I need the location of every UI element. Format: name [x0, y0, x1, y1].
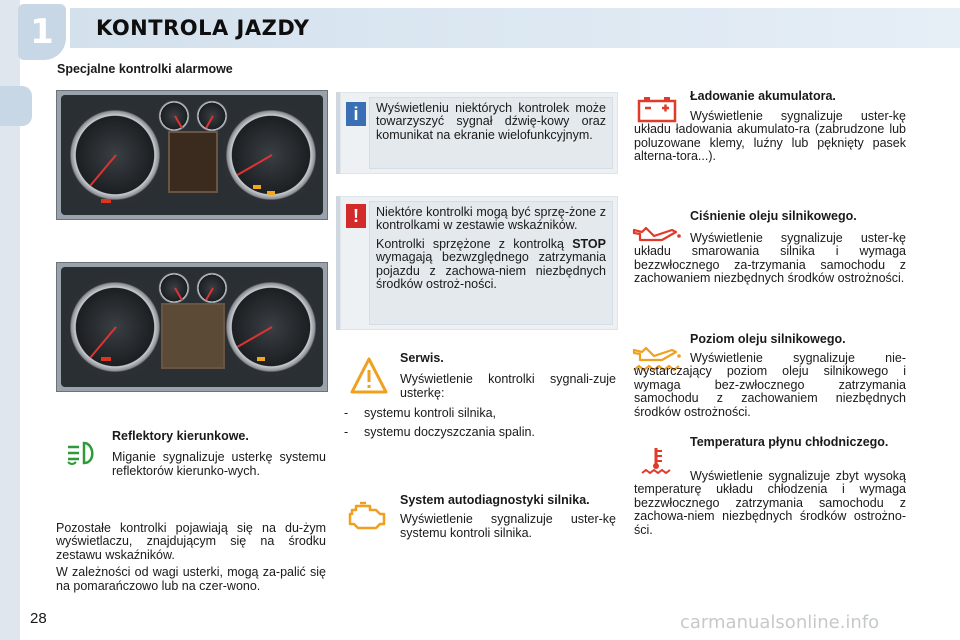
instrument-cluster-image-1 [56, 90, 328, 220]
akumulator-title: Ładowanie akumulatora. [690, 89, 836, 103]
serwis-title: Serwis. [400, 351, 444, 365]
serwis-text: Wyświetlenie kontrolki sygnali-zuje usterkę: [400, 372, 616, 400]
chapter-number: 1 [18, 4, 66, 60]
temperatura-text-block [634, 470, 906, 537]
display-screen [168, 131, 218, 193]
poziom-title-block [690, 333, 906, 346]
warning-box [336, 196, 618, 330]
cisnienie-title: Ciśnienie oleju silnikowego. [690, 209, 857, 223]
serwis-list [340, 404, 610, 442]
list-item: - systemu doczyszczania spalin. [340, 423, 610, 442]
reflektory-block [112, 430, 326, 478]
akumulator-title-block [690, 90, 906, 103]
page-title: KONTROLA JAZDY [96, 16, 310, 40]
reflektory-text: Miganie sygnalizuje usterkę systemu reflektorów kierunko-wych. [112, 450, 326, 478]
tachometer-gauge [221, 105, 321, 205]
autodiag-block [400, 494, 616, 540]
poziom-text-block [634, 352, 906, 419]
directional-headlamp-icon [64, 440, 98, 466]
service-warning-icon [349, 356, 389, 396]
akumulator-text-block [634, 110, 906, 164]
tachometer-gauge [221, 277, 321, 377]
reflektory-title: Reflektory kierunkowe. [112, 429, 249, 443]
pozostale-text-1: Pozostałe kontrolki pojawiają się na du-żym wyświetlaczu, znajdującym się na środku zestawu wskaźników. [56, 521, 326, 562]
fuel-gauge [157, 99, 191, 133]
pozostale-text-2: W zależności od wagi usterki, mogą za-palić się na pomarańczowo lub na czer-wono. [56, 565, 326, 593]
poziom-text: Wyświetlenie sygnalizuje nie-wystarczający poziom oleju silnikowego i wymaga bez-zwłocznego zatrzymania samochodu z zachowaniem niezbędnych środków ostrożności. [634, 351, 906, 419]
stop-lamp [101, 357, 111, 361]
temperatura-title: Temperatura płynu chłodniczego. [690, 435, 889, 449]
amber-lamp [253, 185, 261, 189]
warning-text-1: Niektóre kontrolki mogą być sprzę-żone z kontrolkami w zestawie wskaźników. [376, 205, 606, 233]
poziom-title: Poziom oleju silnikowego. [690, 332, 846, 346]
serwis-block [400, 352, 616, 400]
temperatura-title-block [690, 436, 906, 449]
engine-icon [346, 500, 388, 532]
fuel-gauge [157, 271, 191, 305]
watermark: carmanualsonline.info [680, 612, 880, 633]
display-screen [161, 303, 225, 369]
warning-text-2: Kontrolki sprzężone z kontrolką STOP wymagają bezwzględnego zatrzymania pojazdu z zachowa-niem niezbędnych środków ostroż-ności. [376, 236, 606, 292]
cisnienie-text: Wyświetlenie sygnalizuje uster-kę układu smarowania silnika i wymaga bezzwłocznego za-trzymania samochodu z zachowaniem niezbędnych środków ostrożności. [634, 231, 906, 286]
cisnienie-text-block [634, 232, 906, 286]
section-title: Specjalne kontrolki alarmowe [57, 62, 233, 76]
warning-icon: ! [346, 204, 366, 228]
temp-gauge [195, 99, 229, 133]
list-item: - systemu kontroli silnika, [340, 404, 610, 423]
akumulator-text: Wyświetlenie sygnalizuje uster-kę układu ładowania akumulato-ra (zabrudzone lub poluzowane klemy, luźny lub pęknięty pasek alterna-tora...). [634, 109, 906, 164]
amber-lamp [267, 191, 275, 195]
autodiag-text: Wyświetlenie sygnalizuje uster-kę systemu kontroli silnika. [400, 512, 616, 540]
instrument-cluster-image-2 [56, 262, 328, 392]
autodiag-title: System autodiagnostyki silnika. [400, 493, 590, 507]
speedometer-gauge [65, 105, 165, 205]
info-box [336, 92, 618, 174]
info-text: Wyświetleniu niektórych kontrolek może towarzyszyć sygnał dźwię-kowy oraz komunikat na ekranie wielofunkcyjnym. [376, 101, 606, 142]
speedometer-gauge [65, 277, 165, 377]
stop-lamp [101, 199, 111, 203]
cisnienie-title-block [690, 210, 906, 223]
temp-gauge [195, 271, 229, 305]
side-tab [0, 86, 32, 126]
temperatura-text: Wyświetlenie sygnalizuje zbyt wysoką temperaturę układu chłodzenia i wymaga bezzwłocznego zatrzymania samochodu z zachowa-niem niezbędnych środków ostrożno-ści. [634, 469, 906, 537]
info-icon: i [346, 102, 366, 126]
page-number: 28 [30, 610, 47, 627]
amber-lamp [257, 357, 265, 361]
pozostale-block [56, 522, 326, 593]
